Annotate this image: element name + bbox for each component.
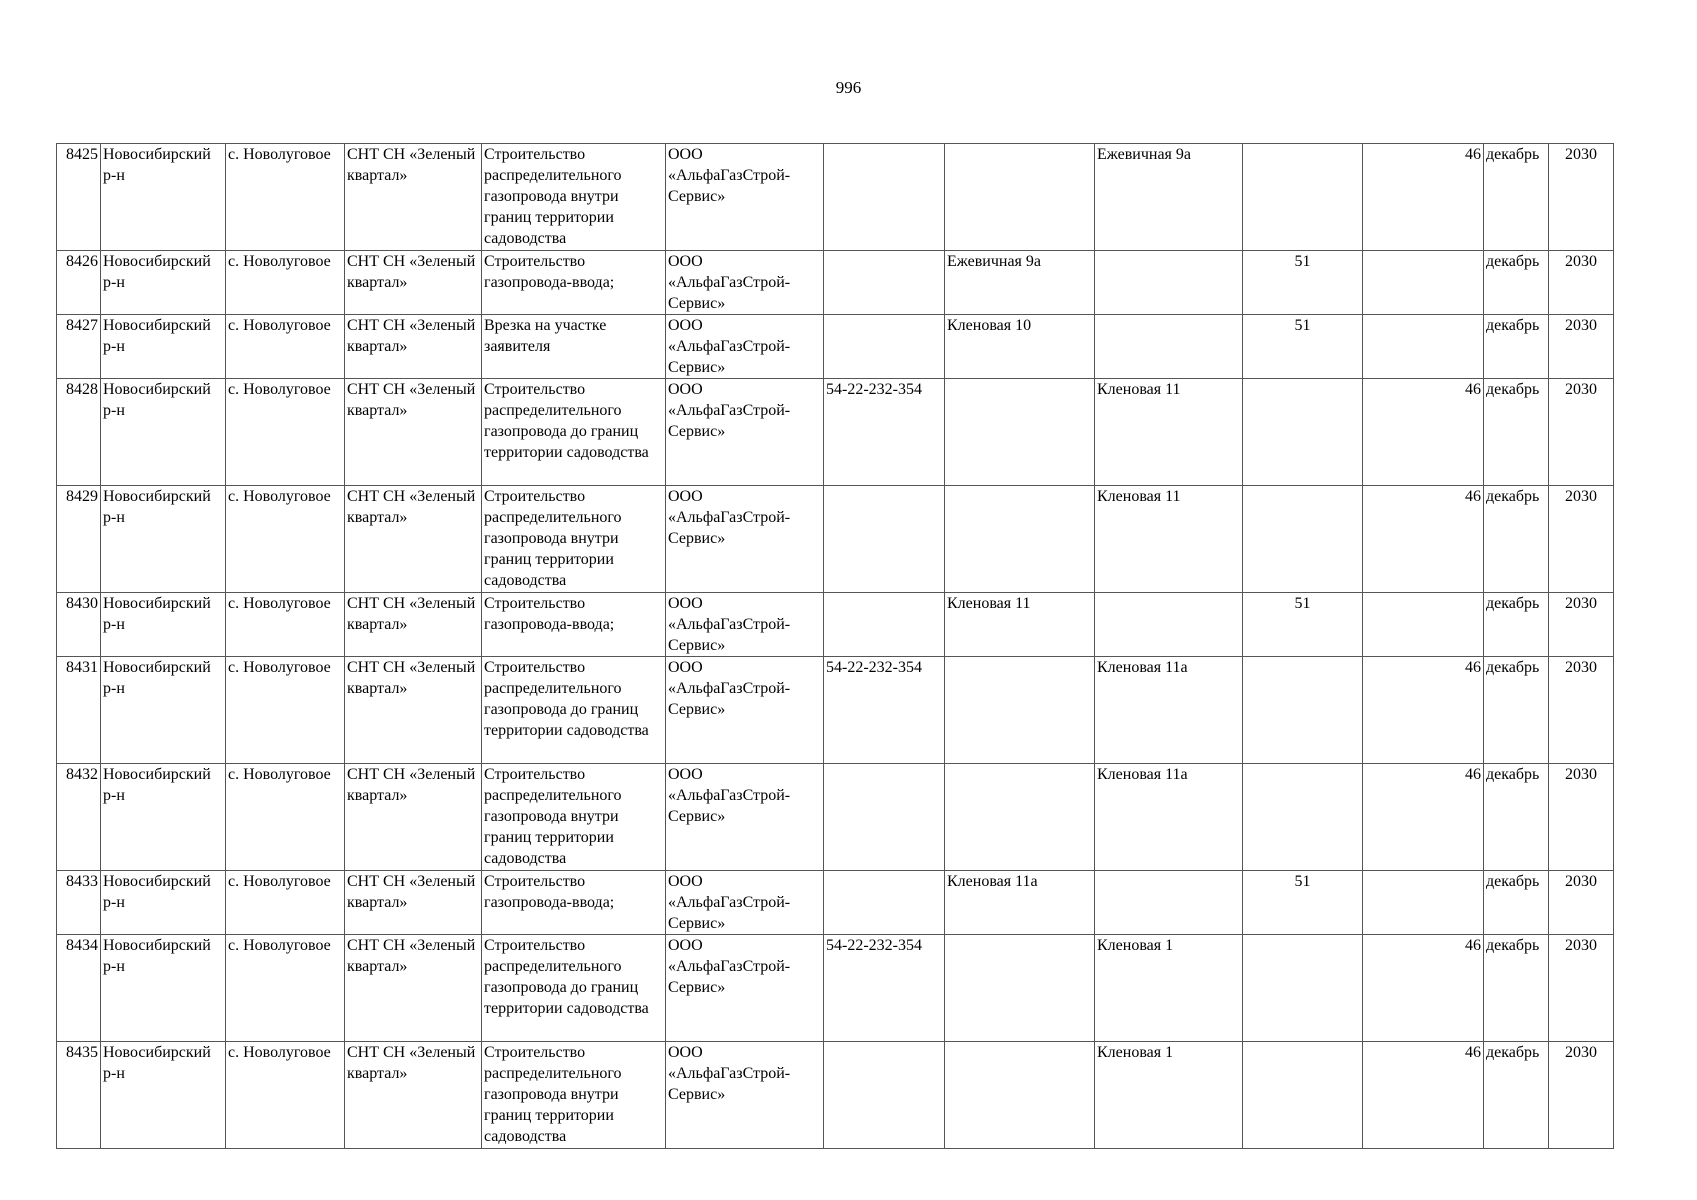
address-a-cell xyxy=(945,379,1095,486)
organization-cell: СНТ СН «Зеленый квартал» xyxy=(345,764,482,871)
organization-cell: СНТ СН «Зеленый квартал» xyxy=(345,379,482,486)
district-cell: Новосибирский р-н xyxy=(101,486,226,593)
organization-cell: СНТ СН «Зеленый квартал» xyxy=(345,144,482,251)
year-cell: 2030 xyxy=(1549,144,1614,251)
table-row xyxy=(57,1042,1614,1149)
month-cell: декабрь xyxy=(1484,871,1549,935)
value-b-cell xyxy=(1363,593,1484,657)
district-cell: Новосибирский р-н xyxy=(101,315,226,379)
district-cell: Новосибирский р-н xyxy=(101,1042,226,1149)
table-row xyxy=(57,486,1614,593)
district-cell: Новосибирский р-н xyxy=(101,764,226,871)
value-b-cell: 46 xyxy=(1363,144,1484,251)
month-cell: декабрь xyxy=(1484,657,1549,764)
table-row xyxy=(57,593,1614,657)
address-a-cell xyxy=(945,764,1095,871)
month-cell: декабрь xyxy=(1484,486,1549,593)
page-number: 996 xyxy=(835,78,862,97)
work-description-cell: Строительство газопровода-ввода; xyxy=(482,593,666,657)
contractor-cell: ООО «АльфаГазСтрой-Сервис» xyxy=(666,144,824,251)
address-b-cell: Кленовая 1 xyxy=(1095,1042,1243,1149)
row-number-cell: 8432 xyxy=(57,764,101,871)
cadastral-number-cell xyxy=(824,486,945,593)
organization-cell: СНТ СН «Зеленый квартал» xyxy=(345,593,482,657)
row-number-cell: 8433 xyxy=(57,871,101,935)
settlement-cell: с. Новолуговое xyxy=(226,593,345,657)
cadastral-number-cell: 54-22-232-354 xyxy=(824,657,945,764)
work-description-cell: Строительство распределительного газопровода до границ территории садоводства xyxy=(482,935,666,1042)
cadastral-number-cell xyxy=(824,871,945,935)
district-cell: Новосибирский р-н xyxy=(101,379,226,486)
value-a-cell xyxy=(1243,657,1363,764)
address-a-cell xyxy=(945,486,1095,593)
row-number-cell: 8430 xyxy=(57,593,101,657)
month-cell: декабрь xyxy=(1484,1042,1549,1149)
contractor-cell: ООО «АльфаГазСтрой-Сервис» xyxy=(666,935,824,1042)
value-a-cell: 51 xyxy=(1243,315,1363,379)
year-cell: 2030 xyxy=(1549,251,1614,315)
year-cell: 2030 xyxy=(1549,1042,1614,1149)
value-a-cell: 51 xyxy=(1243,251,1363,315)
value-a-cell xyxy=(1243,379,1363,486)
value-b-cell xyxy=(1363,871,1484,935)
table-body xyxy=(57,144,1614,1149)
year-cell: 2030 xyxy=(1549,593,1614,657)
address-a-cell: Ежевичная 9а xyxy=(945,251,1095,315)
district-cell: Новосибирский р-н xyxy=(101,593,226,657)
contractor-cell: ООО «АльфаГазСтрой-Сервис» xyxy=(666,315,824,379)
address-b-cell: Кленовая 11а xyxy=(1095,657,1243,764)
table-row xyxy=(57,871,1614,935)
row-number-cell: 8426 xyxy=(57,251,101,315)
value-a-cell xyxy=(1243,1042,1363,1149)
month-cell: декабрь xyxy=(1484,251,1549,315)
contractor-cell: ООО «АльфаГазСтрой-Сервис» xyxy=(666,593,824,657)
value-b-cell: 46 xyxy=(1363,764,1484,871)
address-a-cell xyxy=(945,1042,1095,1149)
contractor-cell: ООО «АльфаГазСтрой-Сервис» xyxy=(666,486,824,593)
address-a-cell xyxy=(945,144,1095,251)
month-cell: декабрь xyxy=(1484,764,1549,871)
address-a-cell: Кленовая 10 xyxy=(945,315,1095,379)
address-a-cell: Кленовая 11 xyxy=(945,593,1095,657)
registry-table xyxy=(56,143,1614,1149)
value-b-cell: 46 xyxy=(1363,657,1484,764)
row-number-cell: 8427 xyxy=(57,315,101,379)
row-number-cell: 8425 xyxy=(57,144,101,251)
month-cell: декабрь xyxy=(1484,144,1549,251)
cadastral-number-cell xyxy=(824,144,945,251)
value-a-cell xyxy=(1243,935,1363,1042)
district-cell: Новосибирский р-н xyxy=(101,657,226,764)
address-b-cell xyxy=(1095,871,1243,935)
year-cell: 2030 xyxy=(1549,315,1614,379)
cadastral-number-cell xyxy=(824,1042,945,1149)
settlement-cell: с. Новолуговое xyxy=(226,1042,345,1149)
work-description-cell: Врезка на участке заявителя xyxy=(482,315,666,379)
row-number-cell: 8435 xyxy=(57,1042,101,1149)
address-b-cell xyxy=(1095,251,1243,315)
work-description-cell: Строительство газопровода-ввода; xyxy=(482,871,666,935)
address-a-cell xyxy=(945,935,1095,1042)
organization-cell: СНТ СН «Зеленый квартал» xyxy=(345,871,482,935)
work-description-cell: Строительство газопровода-ввода; xyxy=(482,251,666,315)
work-description-cell: Строительство распределительного газопровода внутри границ территории садоводства xyxy=(482,144,666,251)
address-b-cell xyxy=(1095,315,1243,379)
value-a-cell xyxy=(1243,144,1363,251)
table-row xyxy=(57,379,1614,486)
organization-cell: СНТ СН «Зеленый квартал» xyxy=(345,1042,482,1149)
cadastral-number-cell xyxy=(824,315,945,379)
table-row xyxy=(57,315,1614,379)
month-cell: декабрь xyxy=(1484,379,1549,486)
month-cell: декабрь xyxy=(1484,315,1549,379)
organization-cell: СНТ СН «Зеленый квартал» xyxy=(345,315,482,379)
address-b-cell: Ежевичная 9а xyxy=(1095,144,1243,251)
year-cell: 2030 xyxy=(1549,486,1614,593)
table-row xyxy=(57,935,1614,1042)
contractor-cell: ООО «АльфаГазСтрой-Сервис» xyxy=(666,871,824,935)
table-row xyxy=(57,251,1614,315)
year-cell: 2030 xyxy=(1549,764,1614,871)
settlement-cell: с. Новолуговое xyxy=(226,764,345,871)
contractor-cell: ООО «АльфаГазСтрой-Сервис» xyxy=(666,657,824,764)
row-number-cell: 8428 xyxy=(57,379,101,486)
year-cell: 2030 xyxy=(1549,657,1614,764)
organization-cell: СНТ СН «Зеленый квартал» xyxy=(345,935,482,1042)
table-row xyxy=(57,144,1614,251)
address-b-cell: Кленовая 11 xyxy=(1095,379,1243,486)
contractor-cell: ООО «АльфаГазСтрой-Сервис» xyxy=(666,1042,824,1149)
settlement-cell: с. Новолуговое xyxy=(226,657,345,764)
address-a-cell: Кленовая 11а xyxy=(945,871,1095,935)
address-b-cell: Кленовая 1 xyxy=(1095,935,1243,1042)
table-row xyxy=(57,657,1614,764)
row-number-cell: 8434 xyxy=(57,935,101,1042)
work-description-cell: Строительство распределительного газопровода внутри границ территории садоводства xyxy=(482,764,666,871)
value-b-cell xyxy=(1363,251,1484,315)
contractor-cell: ООО «АльфаГазСтрой-Сервис» xyxy=(666,764,824,871)
row-number-cell: 8429 xyxy=(57,486,101,593)
value-a-cell: 51 xyxy=(1243,593,1363,657)
district-cell: Новосибирский р-н xyxy=(101,144,226,251)
settlement-cell: с. Новолуговое xyxy=(226,871,345,935)
settlement-cell: с. Новолуговое xyxy=(226,935,345,1042)
address-a-cell xyxy=(945,657,1095,764)
organization-cell: СНТ СН «Зеленый квартал» xyxy=(345,486,482,593)
organization-cell: СНТ СН «Зеленый квартал» xyxy=(345,251,482,315)
work-description-cell: Строительство распределительного газопровода внутри границ территории садоводства xyxy=(482,486,666,593)
value-b-cell: 46 xyxy=(1363,486,1484,593)
work-description-cell: Строительство распределительного газопровода до границ территории садоводства xyxy=(482,379,666,486)
settlement-cell: с. Новолуговое xyxy=(226,486,345,593)
contractor-cell: ООО «АльфаГазСтрой-Сервис» xyxy=(666,251,824,315)
organization-cell: СНТ СН «Зеленый квартал» xyxy=(345,657,482,764)
month-cell: декабрь xyxy=(1484,593,1549,657)
value-b-cell xyxy=(1363,315,1484,379)
cadastral-number-cell xyxy=(824,593,945,657)
year-cell: 2030 xyxy=(1549,935,1614,1042)
value-a-cell: 51 xyxy=(1243,871,1363,935)
work-description-cell: Строительство распределительного газопровода до границ территории садоводства xyxy=(482,657,666,764)
cadastral-number-cell: 54-22-232-354 xyxy=(824,935,945,1042)
table-row xyxy=(57,764,1614,871)
row-number-cell: 8431 xyxy=(57,657,101,764)
value-a-cell xyxy=(1243,764,1363,871)
cadastral-number-cell xyxy=(824,764,945,871)
address-b-cell xyxy=(1095,593,1243,657)
settlement-cell: с. Новолуговое xyxy=(226,144,345,251)
settlement-cell: с. Новолуговое xyxy=(226,251,345,315)
month-cell: декабрь xyxy=(1484,935,1549,1042)
cadastral-number-cell xyxy=(824,251,945,315)
value-b-cell: 46 xyxy=(1363,1042,1484,1149)
address-b-cell: Кленовая 11 xyxy=(1095,486,1243,593)
work-description-cell: Строительство распределительного газопровода внутри границ территории садоводства xyxy=(482,1042,666,1149)
settlement-cell: с. Новолуговое xyxy=(226,315,345,379)
value-b-cell: 46 xyxy=(1363,935,1484,1042)
district-cell: Новосибирский р-н xyxy=(101,251,226,315)
year-cell: 2030 xyxy=(1549,379,1614,486)
settlement-cell: с. Новолуговое xyxy=(226,379,345,486)
contractor-cell: ООО «АльфаГазСтрой-Сервис» xyxy=(666,379,824,486)
district-cell: Новосибирский р-н xyxy=(101,871,226,935)
address-b-cell: Кленовая 11а xyxy=(1095,764,1243,871)
district-cell: Новосибирский р-н xyxy=(101,935,226,1042)
value-b-cell: 46 xyxy=(1363,379,1484,486)
value-a-cell xyxy=(1243,486,1363,593)
year-cell: 2030 xyxy=(1549,871,1614,935)
cadastral-number-cell: 54-22-232-354 xyxy=(824,379,945,486)
